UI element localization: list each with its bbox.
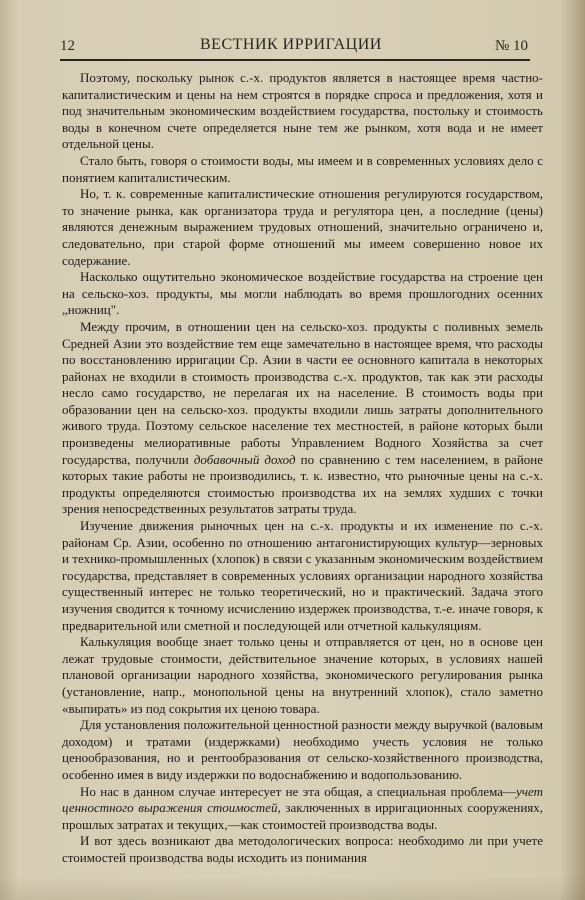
article-body <box>62 70 543 867</box>
paragraph <box>62 784 543 834</box>
emphasis-text: добавочный доход <box>193 451 296 467</box>
paragraph: Стало быть, говоря о стоимости воды, мы имеем и в современных условиях дело с понятием капиталистическим. <box>62 152 543 185</box>
journal-title: ВЕСТНИК ИРРИГАЦИИ <box>200 36 382 53</box>
paragraph-text: Но нас в данном случае интересует не эта общая, а специальная проблема— <box>80 783 517 799</box>
issue-number: № 10 <box>494 38 528 54</box>
paragraph: Поэтому, поскольку рынок с.-х. продуктов является в настоящее время частно-капиталистическим и цены на нем строятся в порядке спроса и предложения, хотя и под значительным экономическим воздействием государства, постольку и стоимость воды в конечном счете определяется ныне тем же рынком, хотя вода и не имеет отдельной цены. <box>62 70 543 152</box>
page-edge-shadow <box>0 876 585 900</box>
page-number: 12 <box>60 38 75 54</box>
paragraph: И вот здесь возникают два методологических вопроса: необходимо ли при учете стоимостей производства воды исходить из понимания <box>62 833 543 865</box>
paragraph-text: по сравнению с тем населением, в районе которых такие работы не производились, т. к. известно, что рыночные цены на с.-х. продукты определяются стоимостью производства их на землях худших с точки зрения непосредственных результатов затраты труда. <box>62 451 544 517</box>
page-header <box>60 36 528 58</box>
paragraph: Калькуляция вообще знает только цены и отправляется от цен, но в основе цен лежат трудовые стоимости, действительное значение которых, в условиях нашей плановой организации народного хозяйства, экономического регулирования рынка (установление, напр., монопольной цены на внутренний хлопок), стало заметно «выпирать» из под сокрытия их ценою товара. <box>62 634 543 716</box>
paragraph: Но, т. к. современные капиталистические отношения регулируются государством, то значение рынка, как организатора труда и регулятора цен, а последние (цены) являются денежным выражением трудовых отношений, значительно ограничено и, следовательно, при старой форме отношений мы имеем совершенно новое их содержание. <box>62 186 543 268</box>
paragraph-text: Между прочим, в отношении цен на сельско-хоз. продукты с поливных земель Средней Азии это воздействие тем еще замечательно в настоящее время, что расходы по восстановлению ирригации Ср. Азии в части ее основного капитала в некоторых районах не входили в стоимость производства с.-х. продуктов, так как эти расходы несло само государство, не перелагая их на население. В стоимость воды при образовании цен на сельско-хоз. продукты входили лишь затраты дополнительного живого труда. Поэтому сельское население тех местностей, в районе которых были произведены мелиоративные работы Управлением Водного Хозяйства за счет государства, получили <box>62 318 543 467</box>
paragraph: Изучение движения рыночных цен на с.-х. продукты и их изменение по с.-х. районам Ср. Азии, особенно по отношению антагонистирующих культур—зерновых и технико-промышленных (хлопок) в связи с указанным экономическим воздействием государства, представляет в современных условиях организации народного хозяйства существенный интерес не только теоретический, но и практический. Задача этого изучения сводится к точному исчислению издержек производства, т.-е. иначе говоря, к предварительной или сметной и последующей или отчетной калькуляциям. <box>62 518 543 633</box>
paragraph: Для установления положительной ценностной разности между выручкой (валовым доходом) и тратами (издержками) необходимо учесть условия не только ценообразования, но и рентообразования от сельско-хозяйственного производства, особенно имея в виду издержки по водоснабжению и водопользованию. <box>62 717 543 782</box>
emphasis-text: учет ценностного выражения стоимостей, <box>62 783 543 816</box>
paragraph: Насколько ощутительно экономическое воздействие государства на строение цен на сельско-хоз. продукты, мы могли наблюдать во время прошлогодних осенних „ножниц". <box>62 269 543 318</box>
paragraph <box>62 319 543 518</box>
paragraph-text: заключенных в ирригационных сооружениях, прошлых затратах и текущих,—как стоимостей производства воды. <box>62 800 544 832</box>
header-rule <box>60 59 530 61</box>
